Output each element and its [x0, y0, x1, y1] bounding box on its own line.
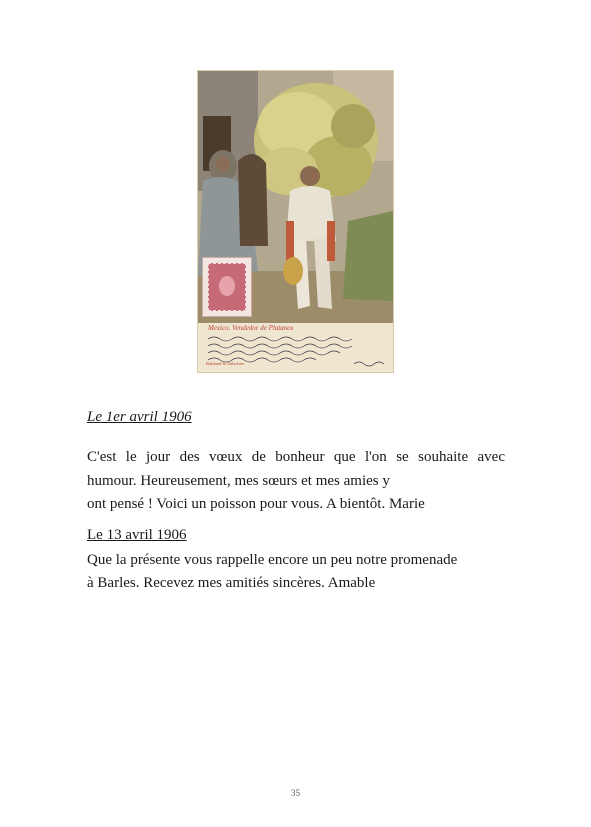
entry-text-line: ont pensé ! Voici un poisson pour vous. A bientôt. Marie [87, 496, 425, 512]
entry-text-1 [87, 446, 505, 517]
entry-text-line: à Barles. Recevez mes amitiés sincères. Amable [87, 575, 376, 591]
entry-date-1: Le 1er avril 1906 [87, 409, 192, 425]
entry-date-2: Le 13 avril 1906 [87, 527, 187, 543]
page-number: 35 [291, 788, 300, 798]
entry-text-2 [87, 549, 517, 595]
entry-text-line: C'est le jour des vœux de bonheur que l'on se souhaite avec [87, 449, 505, 465]
entry-text-line: humour. Heureusement, mes sœurs et mes amies y [87, 472, 390, 489]
postcard-publisher: Ruhland & Ahlschier [206, 361, 245, 366]
postcard-caption: Mexico. Vendedor de Platanos [208, 324, 294, 332]
postage-stamp [203, 258, 251, 316]
postcard-image [198, 71, 393, 372]
stamp-face [208, 263, 246, 311]
entry-text-line: Que la présente vous rappelle encore un peu notre promenade [87, 552, 458, 568]
postcard-photo [198, 71, 393, 323]
